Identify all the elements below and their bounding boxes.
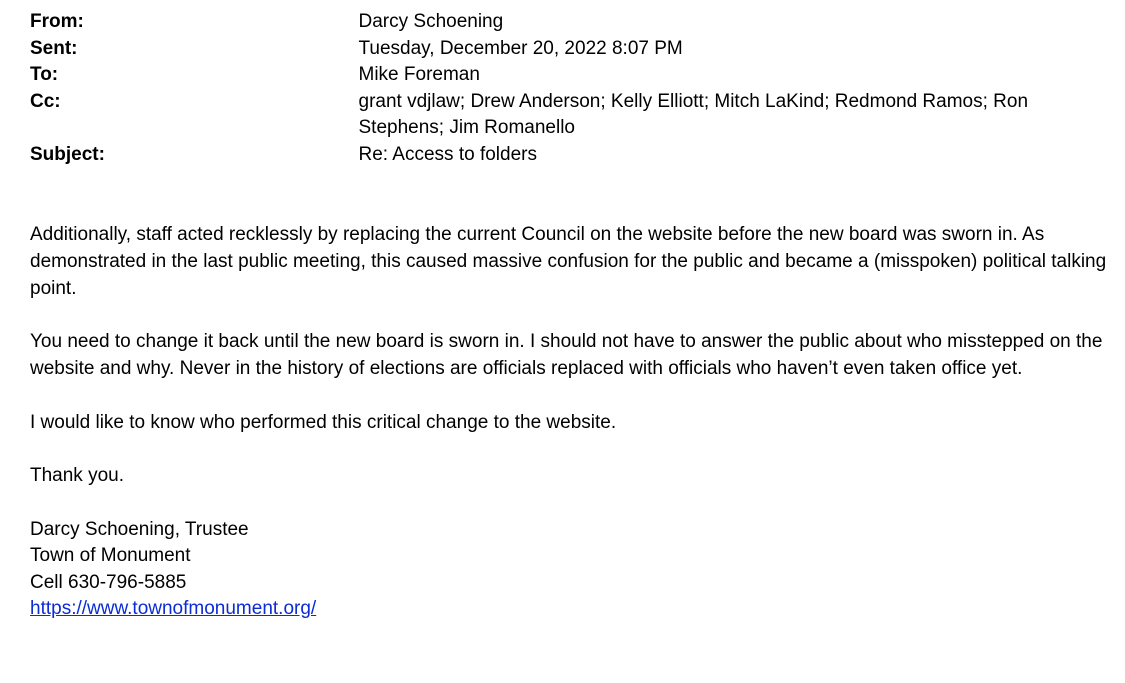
- email-header: [30, 9, 1110, 168]
- subject-value: Re: Access to folders: [358, 143, 537, 165]
- signature-website-link[interactable]: https://www.townofmonument.org/: [30, 598, 317, 620]
- email-message: [30, 9, 1110, 623]
- cc-label: Cc:: [30, 90, 61, 112]
- body-paragraph-3: I would like to know who performed this critical change to the website.: [30, 411, 617, 433]
- signature-organization: Town of Monument: [30, 545, 191, 567]
- subject-row: [30, 142, 1110, 169]
- to-row: [30, 62, 1110, 89]
- subject-label: Subject:: [30, 143, 105, 165]
- body-paragraph-2: You need to change it back until the new board is sworn in. I should not have to answer the public about who misstepped on the website and why. Never in the history of elections are officials replaced with officials who haven’t even taken office yet.: [30, 331, 1103, 379]
- to-value: Mike Foreman: [358, 64, 480, 85]
- cc-value: grant vdjlaw; Drew Anderson; Kelly Elliott; Mitch LaKind; Redmond Ramos; Ron Stephens; Jim Romanello: [358, 90, 1029, 138]
- sent-label: Sent:: [30, 37, 78, 59]
- sent-value: Tuesday, December 20, 2022 8:07 PM: [358, 37, 683, 59]
- body-paragraph-4: Thank you.: [30, 465, 124, 487]
- body-paragraph-1: Additionally, staff acted recklessly by replacing the current Council on the website before the new board was sworn in. As demonstrated in the last public meeting, this caused massive confusion for the public and became a (misspoken) political talking point.: [30, 224, 1107, 299]
- signature-phone: Cell 630-796-5885: [30, 571, 187, 593]
- from-label: From:: [30, 11, 84, 32]
- from-row: [30, 9, 1110, 36]
- cc-row: [30, 89, 1110, 142]
- email-signature: [30, 517, 1110, 623]
- email-body: [30, 222, 1110, 623]
- from-value: Darcy Schoening: [358, 11, 504, 32]
- sent-row: [30, 36, 1110, 63]
- signature-name-title: Darcy Schoening, Trustee: [30, 518, 249, 540]
- to-label: To:: [30, 64, 59, 85]
